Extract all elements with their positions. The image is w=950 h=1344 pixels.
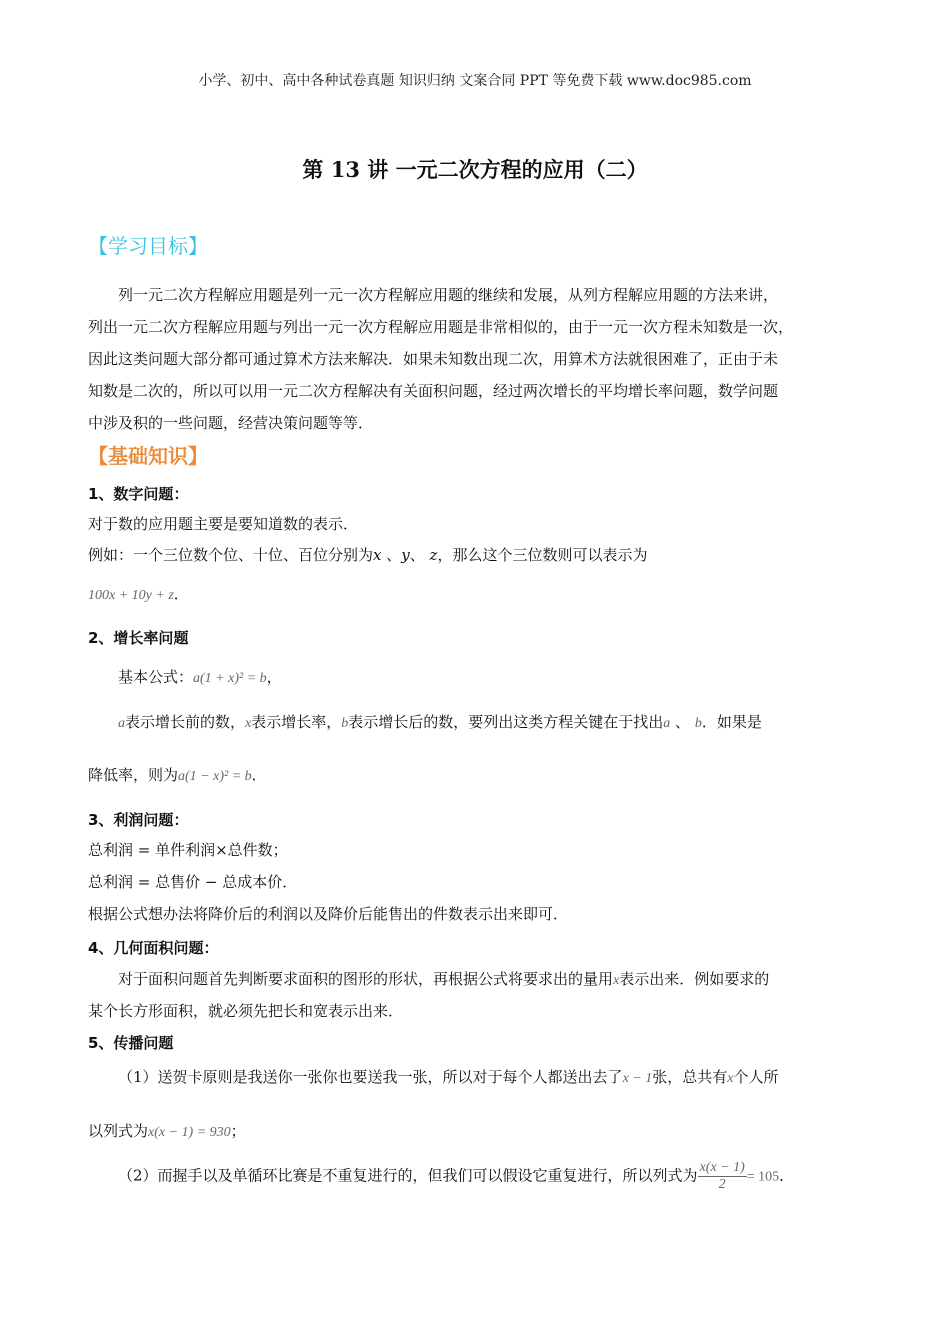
- decline-formula: a(1 − x)² = b: [178, 769, 252, 784]
- text: 张，总共有: [652, 1068, 728, 1086]
- punct: ．: [779, 1166, 795, 1185]
- var-z: z: [429, 546, 438, 564]
- section-2-title: 2、增长率问题: [88, 629, 189, 647]
- label: 基本公式：: [118, 668, 194, 686]
- expr: x − 1: [622, 1071, 653, 1086]
- growth-formula: a(1 + x)² = b: [193, 671, 267, 686]
- spread-p2: [118, 1160, 794, 1193]
- text: 降低率，则为: [88, 766, 179, 784]
- section-3-title: 3、利润问题：: [88, 811, 189, 829]
- page-header: 小学、初中、高中各种试卷真题 知识归纳 文案合同 PPT 等免费下载 www.doc985.com: [198, 73, 752, 89]
- decline-formula-line: [88, 765, 267, 787]
- area-line: 某个长方形面积，就必须先把长和宽表示出来．: [88, 1002, 404, 1020]
- punct: ；: [230, 1122, 246, 1140]
- spread-p1-formula-line: [88, 1121, 246, 1143]
- section-4-title: 4、几何面积问题：: [88, 939, 219, 957]
- var-x: x: [613, 973, 620, 988]
- section-1-line: 对于数的应用题主要是要知道数的表示．: [88, 515, 359, 533]
- fraction-numerator: x(x − 1): [699, 1160, 745, 1175]
- fraction-rhs: = 105: [746, 1169, 780, 1185]
- text: 以列式为: [88, 1122, 149, 1140]
- card-formula: x(x − 1) = 930: [148, 1125, 231, 1140]
- profit-line: 根据公式想办法将降价后的利润以及降价后能售出的件数表示出来即可．: [88, 905, 569, 923]
- section-1-formula-line: [88, 584, 189, 606]
- text: （1）送贺卡原则是我送你一张你也要送我一张，所以对于每个人都送出去了: [118, 1068, 623, 1086]
- section-5-title: 5、传播问题: [88, 1034, 174, 1052]
- text: 表示出来．例如要求的: [619, 970, 770, 988]
- goals-heading: 【学习目标】: [88, 234, 208, 258]
- punct: ，: [266, 668, 282, 686]
- text: ，那么这个三位数则可以表示为: [437, 546, 648, 564]
- text: 例如：一个三位数个位、十位、百位分别为: [88, 546, 374, 564]
- sep: 、: [381, 546, 402, 564]
- fraction-denominator: 2: [718, 1177, 726, 1192]
- var-y: y: [401, 546, 410, 564]
- goals-line: 知数是二次的，所以可以用一元二次方程解决有关面积问题，经过两次增长的平均增长率问题，数学问题: [88, 382, 779, 400]
- text: 对于面积问题首先判断要求面积的图形的形状，再根据公式将要求出的量用: [118, 970, 614, 988]
- var-x: x: [727, 1071, 734, 1086]
- section-1-example: [88, 545, 647, 565]
- var-b: b: [694, 716, 702, 731]
- growth-explain-line: [118, 712, 762, 734]
- profit-line: 总利润 = 单件利润×总件数；: [88, 841, 288, 859]
- punct: ．: [251, 766, 267, 784]
- var-b: b: [341, 716, 349, 731]
- text: 个人所: [733, 1068, 779, 1086]
- area-line: [118, 969, 769, 991]
- sep: 、: [409, 546, 430, 564]
- goals-line: 列出一元二次方程解应用题与列出一元一次方程解应用题是非常相似的，由于一元一次方程未知数是一次，: [88, 318, 794, 336]
- var-x: x: [373, 546, 382, 564]
- punct: ．: [173, 585, 189, 603]
- var-a: a: [118, 716, 125, 731]
- profit-line: 总利润 = 总售价 − 总成本价．: [88, 873, 298, 891]
- text: ．如果是: [701, 713, 762, 731]
- goals-line: 因此这类问题大部分都可通过算术方法来解决．如果未知数出现二次，用算术方法就很困难了，正由于未: [88, 350, 779, 368]
- goals-line: 列一元二次方程解应用题是列一元一次方程解应用题的继续和发展，从列方程解应用题的方法来讲，: [118, 286, 779, 304]
- text: 表示增长率，: [251, 713, 342, 731]
- handshake-fraction: [698, 1160, 747, 1193]
- basics-heading: 【基础知识】: [88, 444, 208, 468]
- goals-line: 中涉及积的一些问题，经营决策问题等等．: [88, 414, 374, 432]
- spread-p1: [118, 1067, 778, 1089]
- number-formula: 100x + 10y + z: [88, 588, 174, 603]
- text: （2）而握手以及单循环比赛是不重复进行的，但我们可以假设它重复进行，所以列式为: [118, 1166, 698, 1185]
- var-x: x: [245, 716, 252, 731]
- var-a: a: [663, 716, 671, 731]
- text: 、: [670, 713, 695, 731]
- page-title: 第 13 讲 一元二次方程的应用（二）: [302, 157, 648, 182]
- section-1-title: 1、数字问题：: [88, 485, 189, 503]
- growth-basic-formula-line: [118, 667, 282, 689]
- text: 表示增长前的数，: [125, 713, 246, 731]
- text: 表示增长后的数，要列出这类方程关键在于找出: [348, 713, 664, 731]
